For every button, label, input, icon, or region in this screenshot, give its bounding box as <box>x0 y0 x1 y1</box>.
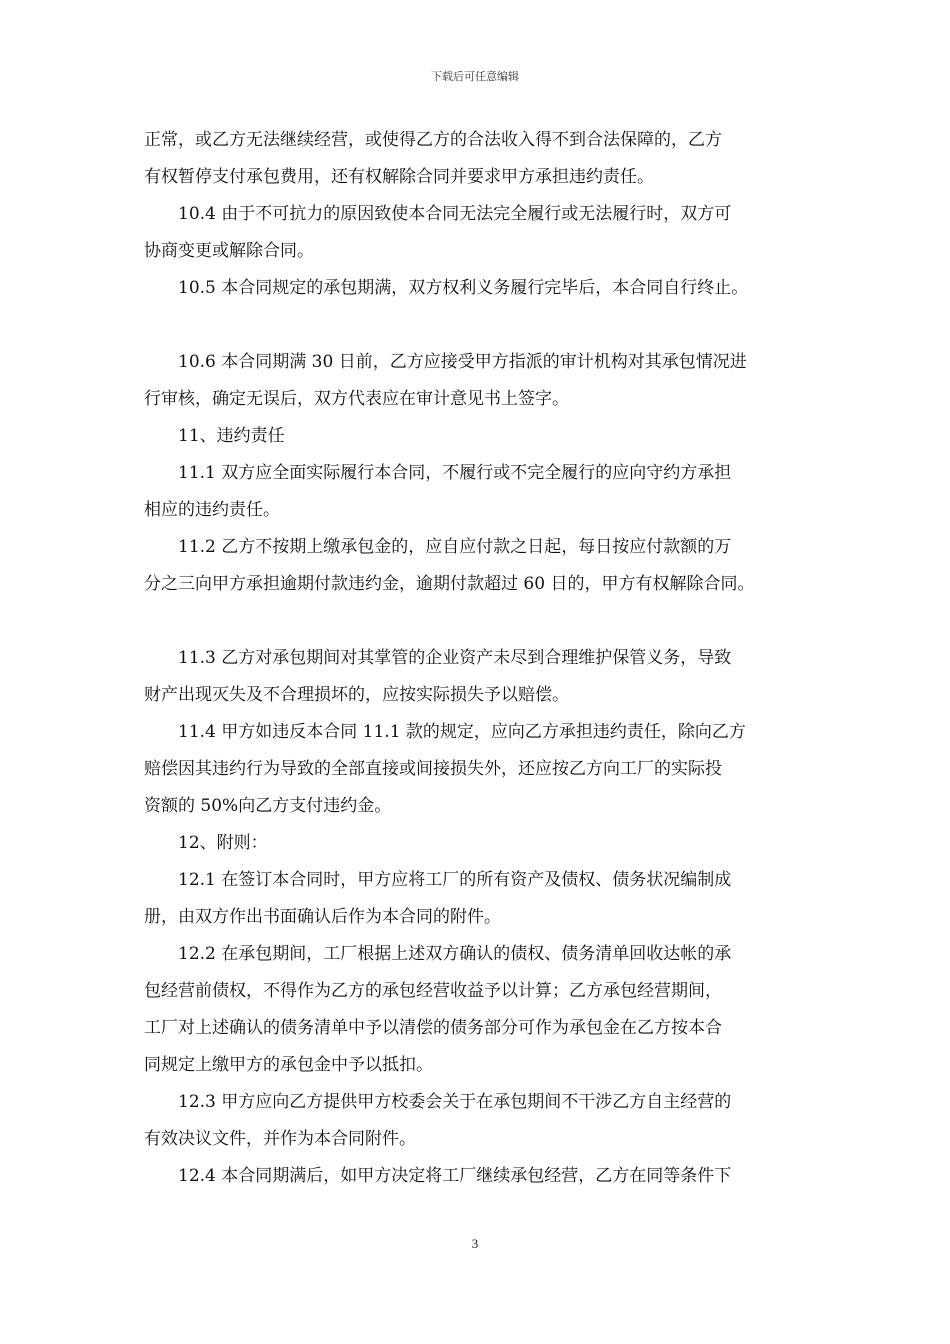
text-line: 财产出现灭失及不合理损坏的，应按实际损失予以赔偿。 <box>144 685 569 705</box>
text-line: 有权暂停支付承包费用，还有权解除合同并要求甲方承担违约责任。 <box>144 167 654 187</box>
clause-10-6: 10.6 本合同期满 30 日前，乙方应接受甲方指派的审计机构对其承包情况进 <box>178 352 747 372</box>
section-12-heading: 12、附则： <box>178 833 268 853</box>
clause-10-4: 10.4 由于不可抗力的原因致使本合同无法完全履行或无法履行时，双方可 <box>178 204 732 224</box>
clause-12-4: 12.4 本合同期满后，如甲方决定将工厂继续承包经营，乙方在同等条件下 <box>178 1166 732 1186</box>
text-line: 册，由双方作出书面确认后作为本合同的附件。 <box>144 907 501 927</box>
clause-12-2: 12.2 在承包期间，工厂根据上述双方确认的债权、债务清单回收达帐的承 <box>178 944 732 964</box>
text-line: 协商变更或解除合同。 <box>144 241 314 261</box>
page-header: 下载后可任意编辑 <box>431 70 519 83</box>
text-line: 工厂对上述确认的债务清单中予以清偿的债务部分可作为承包金在乙方按本合 <box>144 1018 722 1038</box>
text-line: 资额的 50%向乙方支付违约金。 <box>144 796 392 816</box>
text-line: 相应的违约责任。 <box>144 500 280 520</box>
text-line: 分之三向甲方承担逾期付款违约金，逾期付款超过 60 日的，甲方有权解除合同。 <box>144 574 755 594</box>
clause-10-5: 10.5 本合同规定的承包期满，双方权利义务履行完毕后，本合同自行终止。 <box>178 278 749 298</box>
text-line: 包经营前债权，不得作为乙方的承包经营收益予以计算；乙方承包经营期间， <box>144 981 722 1001</box>
clause-11-4: 11.4 甲方如违反本合同 11.1 款的规定，应向乙方承担违约责任，除向乙方 <box>178 722 746 742</box>
text-line: 行审核，确定无误后，双方代表应在审计意见书上签字。 <box>144 389 569 409</box>
text-line: 有效决议文件，并作为本合同附件。 <box>144 1129 416 1149</box>
section-11-heading: 11、违约责任 <box>178 426 285 446</box>
text-line: 同规定上缴甲方的承包金中予以抵扣。 <box>144 1055 433 1075</box>
clause-12-3: 12.3 甲方应向乙方提供甲方校委会关于在承包期间不干涉乙方自主经营的 <box>178 1092 732 1112</box>
text-line: 正常，或乙方无法继续经营，或使得乙方的合法收入得不到合法保障的，乙方 <box>144 130 722 150</box>
page-number: 3 <box>471 1236 479 1251</box>
clause-11-1: 11.1 双方应全面实际履行本合同，不履行或不完全履行的应向守约方承担 <box>178 463 732 483</box>
clause-12-1: 12.1 在签订本合同时，甲方应将工厂的所有资产及债权、债务状况编制成 <box>178 870 732 890</box>
clause-11-2: 11.2 乙方不按期上缴承包金的，应自应付款之日起，每日按应付款额的万 <box>178 537 732 557</box>
document-body <box>144 122 812 1195</box>
clause-11-3: 11.3 乙方对承包期间对其掌管的企业资产未尽到合理维护保管义务，导致 <box>178 648 732 668</box>
text-line: 赔偿因其违约行为导致的全部直接或间接损失外，还应按乙方向工厂的实际投 <box>144 759 722 779</box>
